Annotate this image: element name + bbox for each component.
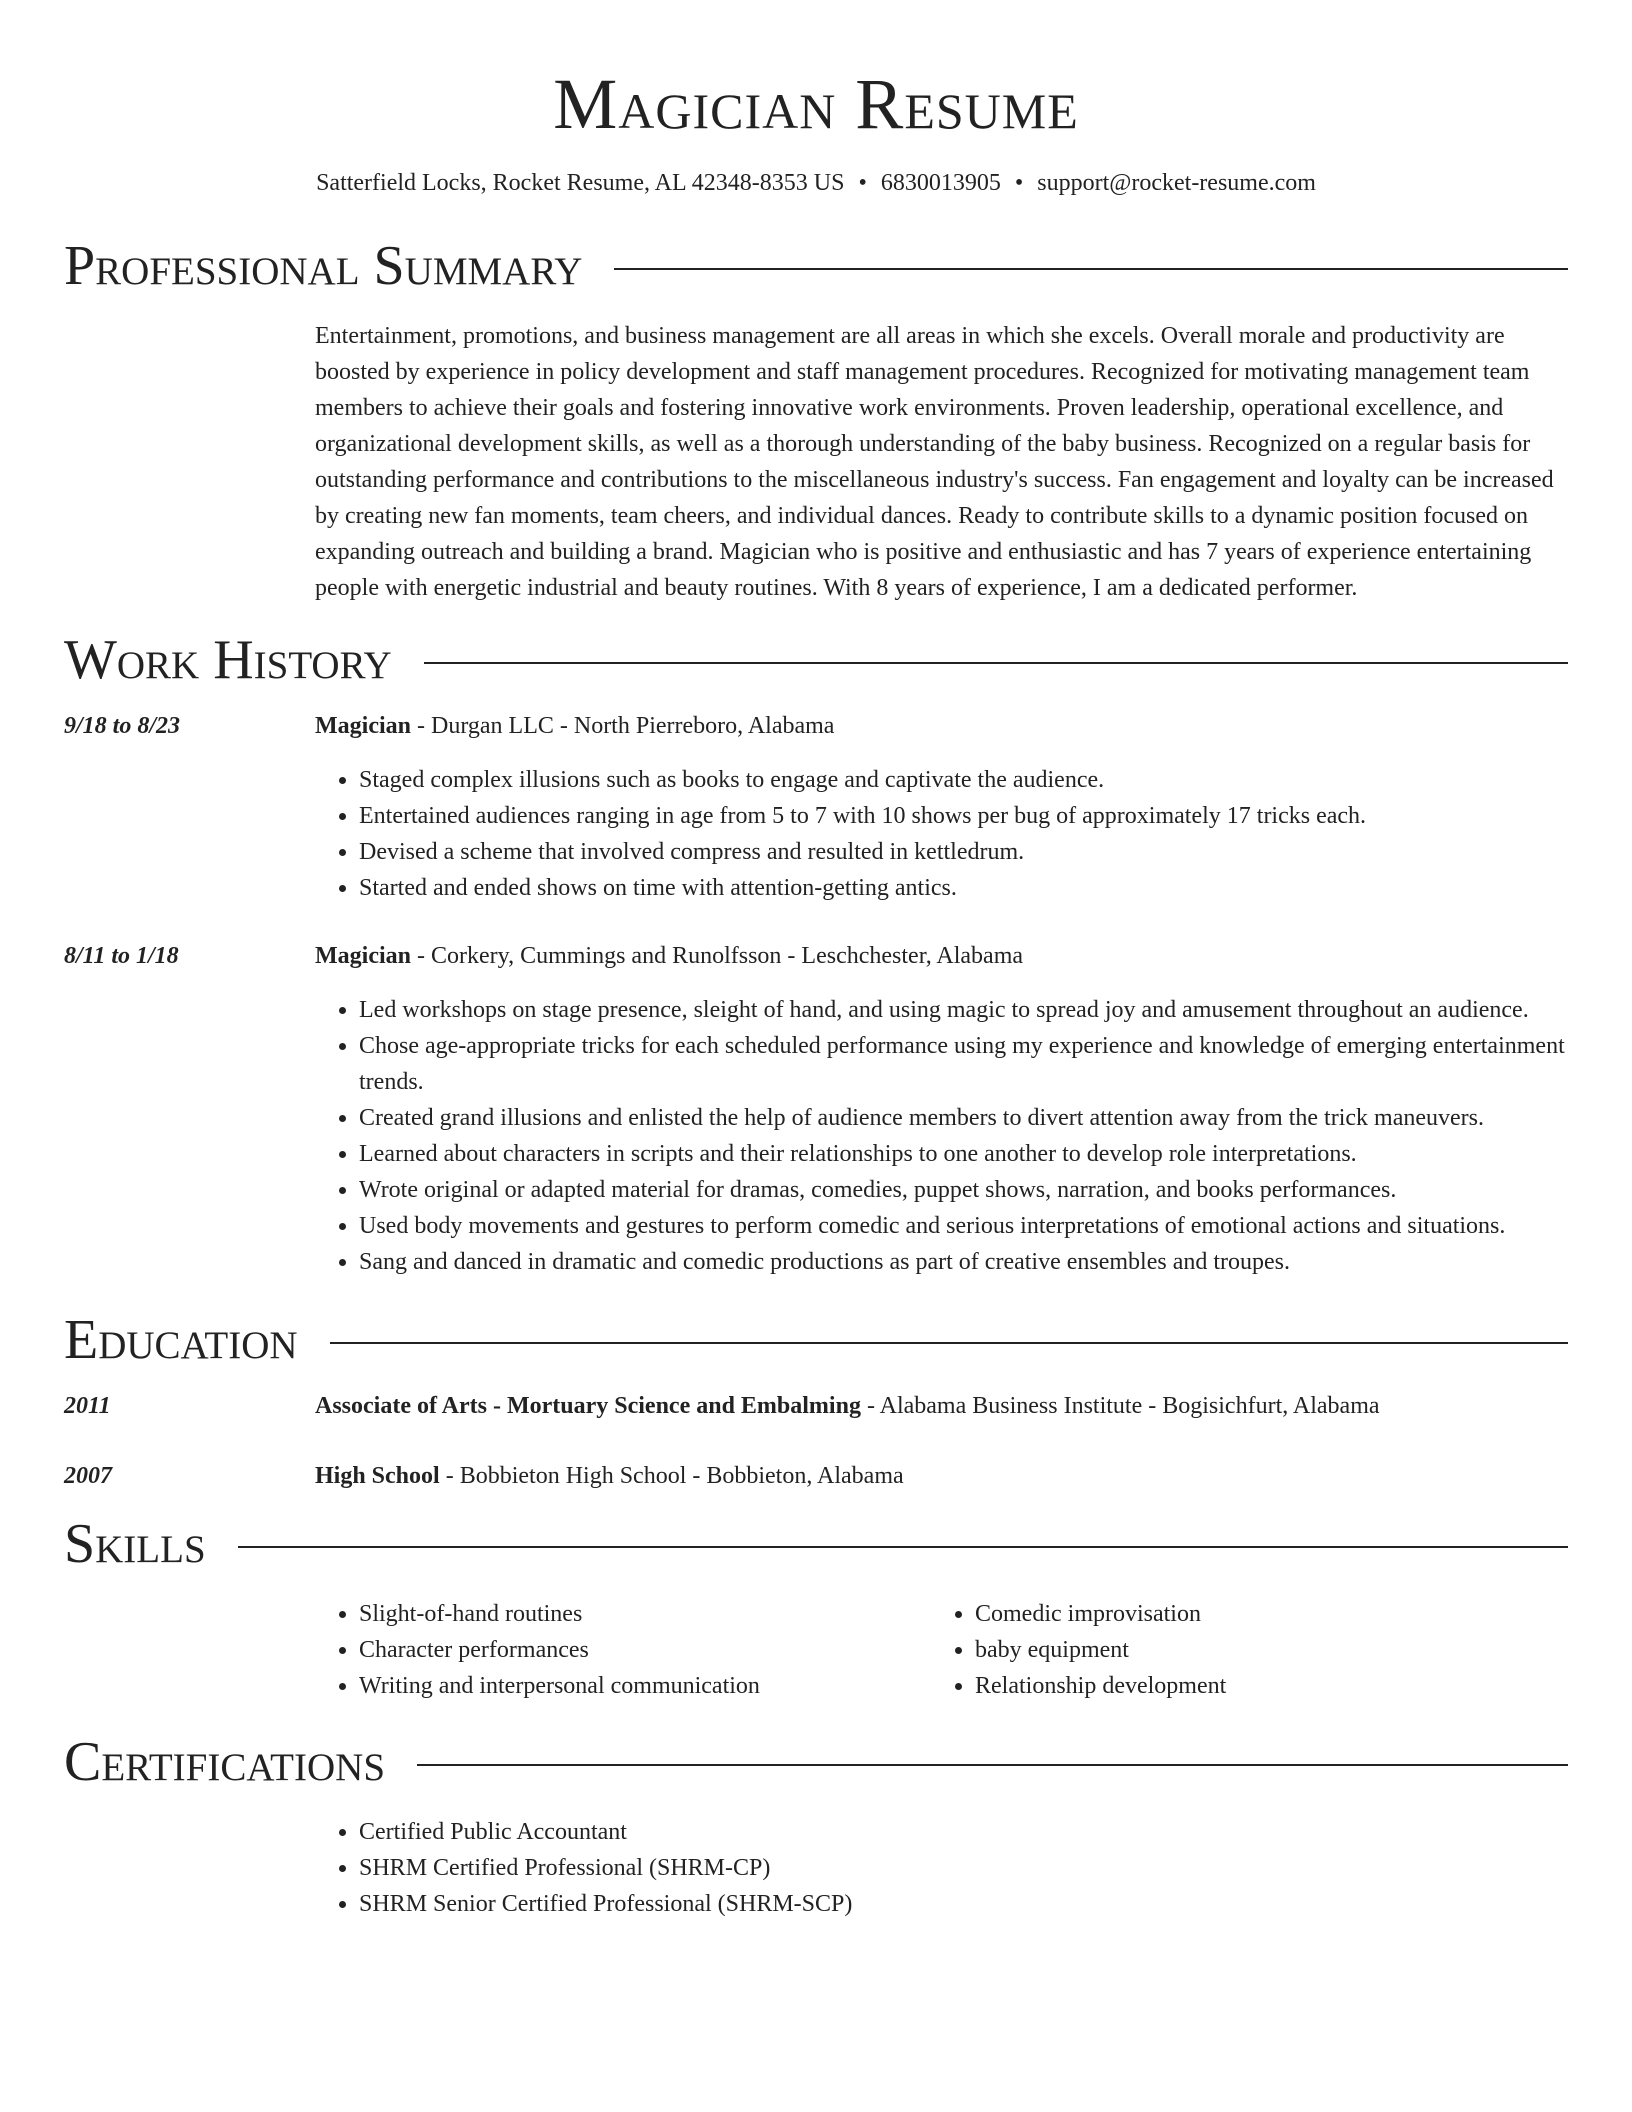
job-bullet: • Created grand illusions and enlisted the help of audience members to divert attention away from the trick maneuvers. <box>359 1100 1568 1136</box>
contact-separator: • <box>1014 170 1024 196</box>
job-bullet: • Entertained audiences ranging in age from 5 to 7 with 10 shows per bug of approximately 17 tricks each. <box>359 798 1568 834</box>
certifications-section-title: Certifications <box>64 1731 386 1793</box>
contact-address: Satterfield Locks, Rocket Resume, AL 42348-8353 US <box>316 170 845 196</box>
job-entry <box>64 708 1568 906</box>
certifications-list <box>64 1814 1568 1922</box>
job-title: Magician <box>315 713 411 739</box>
section-divider <box>417 1764 1568 1766</box>
job-dates: 8/11 to 1/18 <box>64 943 179 969</box>
job-bullet: • Sang and danced in dramatic and comedic productions as part of creative ensembles and troupes. <box>359 1244 1568 1280</box>
job-details: - Durgan LLC - North Pierreboro, Alabama <box>411 713 835 739</box>
education-details: - Bobbieton High School - Bobbieton, Alabama <box>439 1463 904 1489</box>
certification-item: • SHRM Certified Professional (SHRM-CP) <box>359 1850 1568 1886</box>
resume-name: Magician Resume <box>553 64 1079 144</box>
skill-item: • baby equipment <box>975 1632 1547 1668</box>
summary-section-title: Professional Summary <box>64 235 583 297</box>
summary-section-header <box>64 234 1568 298</box>
education-section-header <box>64 1308 1568 1372</box>
job-heading <box>315 708 1568 744</box>
skill-item: • Comedic improvisation <box>975 1596 1547 1632</box>
job-bullet: • Used body movements and gestures to perform comedic and serious interpretations of emotional actions and situations. <box>359 1208 1568 1244</box>
education-degree: High School <box>315 1463 440 1489</box>
job-title: Magician <box>315 943 411 969</box>
education-year: 2011 <box>64 1393 111 1419</box>
skill-item: • Character performances <box>359 1632 931 1668</box>
job-dates: 9/18 to 8/23 <box>64 713 181 739</box>
job-bullet: • Led workshops on stage presence, sleight of hand, and using magic to spread joy and amusement throughout an audience. <box>359 992 1568 1028</box>
skill-item: • Relationship development <box>975 1668 1547 1704</box>
job-bullet: • Chose age-appropriate tricks for each scheduled performance using my experience and knowledge of emerging entertainment trends. <box>359 1028 1568 1100</box>
education-year: 2007 <box>64 1463 112 1489</box>
section-divider <box>330 1342 1568 1344</box>
job-bullet: • Devised a scheme that involved compress and resulted in kettledrum. <box>359 834 1568 870</box>
skills-column-right <box>931 1596 1547 1704</box>
summary-text: Entertainment, promotions, and business management are all areas in which she excels. Overall morale and productivity are boosted by experience in policy development and staff management procedures. Recognized for motivating management team members to achieve their goals and fostering innovative work environments. Proven leadership, operational excellence, and organizational development skills, as well as a thorough understanding of the baby business. Recognized on a regular basis for outstanding performance and contributions to the miscellaneous industry's success. Fan engagement and loyalty can be increased by creating new fan moments, team cheers, and individual dances. Ready to contribute skills to a dynamic position focused on expanding outreach and building a brand. Magician who is positive and enthusiastic and has 7 years of experience entertaining people with energetic industrial and beauty routines. With 8 years of experience, I am a dedicated performer. <box>315 323 1554 601</box>
skill-item: • Writing and interpersonal communication <box>359 1668 931 1704</box>
education-section-title: Education <box>64 1309 298 1371</box>
certifications-section-header <box>64 1730 1568 1794</box>
job-details: - Corkery, Cummings and Runolfsson - Leschchester, Alabama <box>411 943 1024 969</box>
contact-line <box>64 168 1568 198</box>
job-bullets <box>315 992 1568 1280</box>
contact-phone: 6830013905 <box>880 170 1001 196</box>
education-entry <box>64 1388 1568 1424</box>
job-bullets <box>315 762 1568 906</box>
skills-section-title: Skills <box>64 1513 206 1575</box>
education-degree: Associate of Arts - Mortuary Science and Embalming <box>315 1393 861 1419</box>
certification-item: • Certified Public Accountant <box>359 1814 1568 1850</box>
job-bullet: • Staged complex illusions such as books to engage and captivate the audience. <box>359 762 1568 798</box>
skills-column-left <box>315 1596 931 1704</box>
education-details: - Alabama Business Institute - Bogisichfurt, Alabama <box>860 1393 1380 1419</box>
section-divider <box>424 662 1568 664</box>
education-entry <box>64 1458 1568 1494</box>
job-entry <box>64 938 1568 1280</box>
job-bullet: • Started and ended shows on time with attention-getting antics. <box>359 870 1568 906</box>
job-heading <box>315 938 1568 974</box>
section-divider <box>614 268 1568 270</box>
job-bullet: • Learned about characters in scripts and their relationships to one another to develop role interpretations. <box>359 1136 1568 1172</box>
contact-email: support@rocket-resume.com <box>1037 170 1316 196</box>
certification-item: • SHRM Senior Certified Professional (SHRM-SCP) <box>359 1886 1568 1922</box>
job-bullet: • Wrote original or adapted material for dramas, comedies, puppet shows, narration, and books performances. <box>359 1172 1568 1208</box>
section-divider <box>238 1546 1568 1548</box>
skills-list <box>64 1596 1568 1704</box>
work-section-header <box>64 628 1568 692</box>
contact-separator: • <box>858 170 867 196</box>
skills-section-header <box>64 1512 1568 1576</box>
skill-item: • Slight-of-hand routines <box>359 1596 931 1632</box>
work-section-title: Work History <box>64 629 392 691</box>
